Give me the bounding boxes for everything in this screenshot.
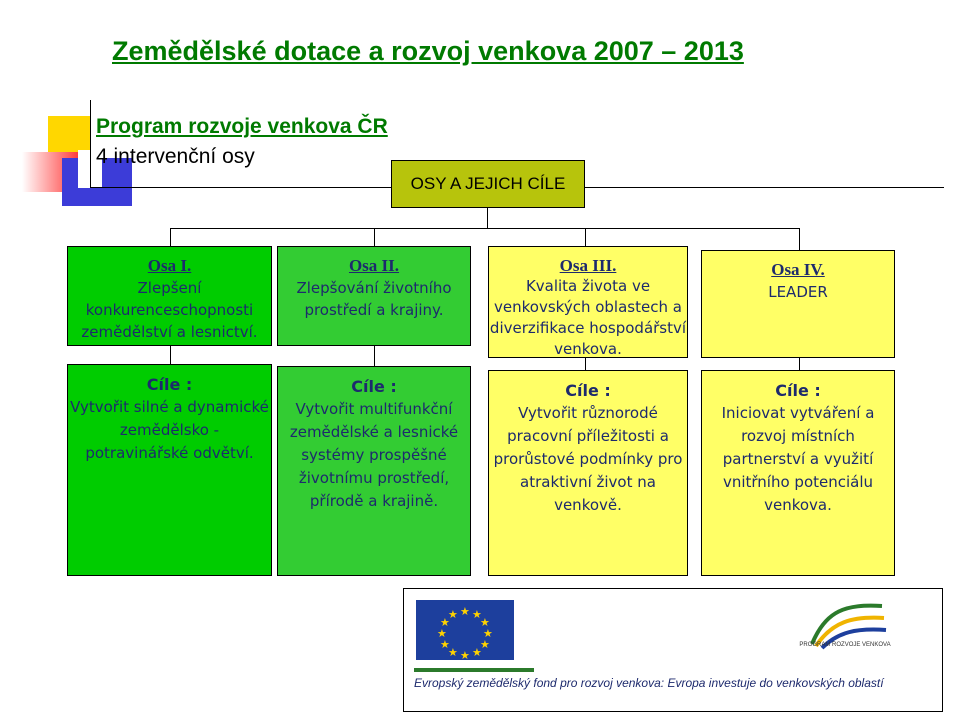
axis-4-goals-title: Cíle : <box>775 381 821 400</box>
axis-3-goals-box <box>488 370 688 576</box>
program-vertical-rule <box>90 100 91 188</box>
axis-4-goals-box <box>701 370 895 576</box>
axis-1-text: Zlepšení konkurenceschopnosti zemědělství a lesnictví. <box>81 279 258 341</box>
connector-axis4 <box>799 228 800 250</box>
axis-2-goals-box <box>277 366 471 576</box>
root-label: OSY A JEJICH CÍLE <box>410 174 566 193</box>
axis-4-text: LEADER <box>768 283 828 301</box>
axis-2-goals-title: Cíle : <box>351 377 397 396</box>
program-logo-label: PROGRAM ROZVOJE VENKOVA <box>799 642 891 648</box>
program-title: Program rozvoje venkova ČR <box>96 115 388 138</box>
axis-2-goals-text: Vytvořit multifunkční zemědělské a lesnické systémy prospěšné životnímu prostředí, přírodě a krajině. <box>289 400 459 510</box>
axis-1-goals-text: Vytvořit silné a dynamické zemědělsko - potravinářské odvětví. <box>70 398 269 462</box>
connector-axis2 <box>374 228 375 246</box>
root-node <box>391 160 585 208</box>
connector-horizontal-bus <box>170 228 800 229</box>
axis-2-title: Osa II. <box>348 256 400 275</box>
program-subtitle: 4 intervenční osy <box>96 145 255 168</box>
connector-axis1-goal <box>170 346 171 364</box>
axis-1-goals-box <box>67 364 272 576</box>
axis-1-box <box>67 246 272 346</box>
eu-flag-icon: ★ ★ ★ ★ ★ ★ ★ ★ ★ ★ ★ ★ <box>416 600 514 660</box>
page-title: Zemědělské dotace a rozvoj venkova 2007 – 2013 <box>112 36 744 66</box>
axis-3-title: Osa III. <box>559 256 617 275</box>
connector-axis4-goal <box>799 358 800 370</box>
connector-root-down <box>487 208 488 228</box>
eu-stripe <box>414 668 534 672</box>
program-heading <box>96 112 388 172</box>
axis-3-box <box>488 246 688 358</box>
connector-axis2-goal <box>374 346 375 366</box>
axis-1-goals-title: Cíle : <box>146 375 193 394</box>
axis-4-goals-text: Iniciovat vytváření a rozvoj místních partnerství a využití vnitřního potenciálu venkova. <box>721 404 875 514</box>
axis-3-text: Kvalita života ve venkovských oblastech a diverzifikace hospodářství venkova. <box>489 277 687 358</box>
axis-3-goals-title: Cíle : <box>565 381 611 400</box>
axis-4-box <box>701 250 895 358</box>
axis-2-box <box>277 246 471 346</box>
axis-1-title: Osa I. <box>147 256 192 275</box>
connector-axis1 <box>170 228 171 246</box>
connector-axis3 <box>585 228 586 246</box>
axis-4-title: Osa IV. <box>771 260 825 279</box>
axis-2-text: Zlepšování životního prostředí a krajiny. <box>296 279 452 319</box>
footer-text: Evropský zemědělský fond pro rozvoj venkova: Evropa investuje do venkovských oblastí <box>414 676 884 690</box>
axis-3-goals-text: Vytvořit různorodé pracovní příležitosti a prorůstové podmínky pro atraktivní život na venkově. <box>493 404 683 514</box>
